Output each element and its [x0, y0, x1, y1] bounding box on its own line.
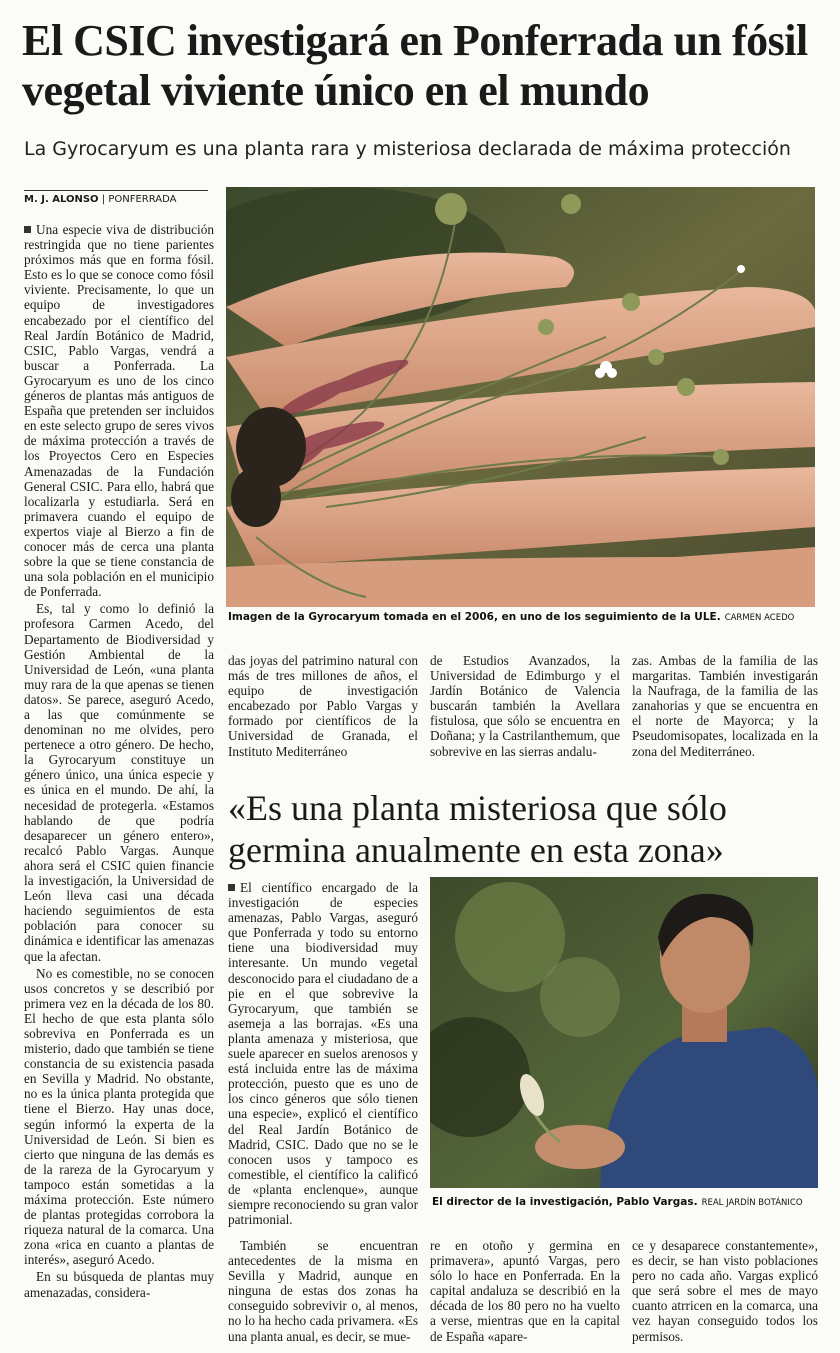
- paragraph: También se encuentran antecedentes de la misma en Sevilla y Madrid, aunque en ninguna de estas dos zonas ha conseguido sobrevivir o, al menos, no lo ha hecho cada privamera. «Es una planta anual, es decir, se mue-: [228, 1238, 418, 1344]
- pablo-vargas-portrait-image: [430, 877, 818, 1188]
- paragraph: En su búsqueda de plantas muy amenazadas, considera-: [24, 1269, 214, 1300]
- photo-credit: CARMEN ACEDO: [724, 613, 795, 623]
- byline-separator: |: [101, 194, 109, 205]
- column-4-bottom: [632, 1238, 818, 1350]
- column-2-bottom: [228, 1238, 418, 1350]
- pull-quote: «Es una planta misteriosa que sólo germina anualmente en esta zona»: [228, 788, 727, 870]
- director-photo: [430, 877, 818, 1188]
- caption-text: Imagen de la Gyrocaryum tomada en el 2006, en uno de los seguimiento de la ULE.: [228, 611, 721, 623]
- byline-location: PONFERRADA: [108, 194, 177, 205]
- lead-square-icon: [24, 226, 31, 233]
- director-photo-caption: [432, 1196, 822, 1208]
- column-1: [24, 222, 214, 1350]
- column-3-bottom: [430, 1238, 620, 1350]
- subtitle: La Gyrocaryum es una planta rara y misteriosa declarada de máxima protección: [24, 138, 791, 160]
- column-2-mid: [228, 880, 418, 1245]
- byline: [24, 190, 208, 205]
- paragraph: ce y desaparece constantemente», es decir, se han visto poblaciones pero no cada año. Vargas explicó que será sobre el mes de mayo cuanto atrricen en la comarca, una vez hayan conseguido todos los permisos.: [632, 1238, 818, 1344]
- plant-photo-caption: [228, 611, 818, 623]
- lead-square-icon: [228, 884, 235, 891]
- byline-author: M. J. ALONSO: [24, 194, 99, 205]
- paragraph: Es, tal y como lo definió la profesora Carmen Acedo, del Departamento de Biodiversidad y Gestión Ambiental de la Universidad de León, «una planta muy rara de la que apenas se tienen datos». Se parece, aseguró Acedo, a las que comúnmente se denominan no me olvides, pero pertenece a otro género. De hecho, la Gyrocaryum constituye un género único, una única especie y es única en el mundo. De ahí, la necesidad de protegerla. «Estamos hablando de que podría desaparecer un género entero», recalcó Pablo Vargas. Aunque ahora será el CSIC quien financie la investigación, la Universidad de León lleva casi una década haciendo seguimientos de esta población para conocer su dinámica e identificar las amenazas que la afectan.: [24, 601, 214, 964]
- paragraph: El científico encargado de la investigación de especies amenazas, Pablo Vargas, aseguró que Ponferrada y todo su entorno tiene una biodiversidad muy interesante. Un mundo vegetal desconocido para el ciudadano de a pie en el que sobrevive la Gyrocaryum, que también se asemeja a las borrajas. «Es una planta amenaza y misteriosa, que suele aparecer en suelos arenosos y está incluida entre las de máxima protección, puesto que es uno de los cinco géneros que sólo tienen una especie», explicó el científico del Real Jardín Botánico de Madrid, CSIC. Dado que no se le conocen usos y tampoco es comestible, el científico la calificó de «planta enclenque», aunque siempre reconociendo su gran valor patrimonial.: [228, 880, 418, 1228]
- paragraph: de Estudios Avanzados, la Universidad de Edimburgo y el Jardín Botánico de Valencia buscarán también la Avellara fistulosa, que sólo se encuentra en Doñana; y la Castrilanthemum, que sobrevive en las sierras andalu-: [430, 653, 620, 759]
- paragraph: zas. Ambas de la familia de las margaritas. También investigarán la Naufraga, de la familia de las zanahorias y que se encuentra en el norte de Mayorca; y la Pseudomisopates, localizada en la zona del Mediterráneo.: [632, 653, 818, 759]
- caption-text: El director de la investigación, Pablo Vargas.: [432, 1196, 698, 1208]
- plant-photo: [226, 187, 815, 607]
- column-2-top: [228, 653, 418, 763]
- paragraph: das joyas del patrimino natural con más de tres millones de años, el equipo de investigación encabezado por Pablo Vargas y formado por científicos de la Universidad de Granada, el Instituto Mediterráneo: [228, 653, 418, 759]
- paragraph: Una especie viva de distribución restringida que no tiene parientes próximos más que en forma fósil. Esto es lo que se conoce como fósil viviente. Precisamente, lo que un equipo de investigadores encabezado por el científico del Real Jardín Botánico de Madrid, CSIC, Pablo Vargas, vendrá a buscar a Ponferrada. La Gyrocaryum es uno de los cinco géneros de plantas más antiguos de España que pretenden ser incluidos en este selecto grupo de seres vivos de máxima protección a través de los Proyectos Cero en Especies Amenazadas de la Fundación General CSIC. Para ello, habrá que localizarla y estudiarla. Será en primavera cuando el equipo de expertos viaje al Bierzo a fin de conocer más de cerca una planta sobre la que se tiene constancia de una sola población en el municipio de Ponferrada.: [24, 222, 214, 600]
- column-3-top: [430, 653, 620, 763]
- headline: El CSIC investigará en Ponferrada un fósil vegetal viviente único en el mundo: [22, 16, 808, 115]
- column-4-top: [632, 653, 818, 763]
- paragraph: No es comestible, no se conocen usos concretos y se describió por primera vez en la década de los 80. El hecho de que esta planta sólo sobreviva en Ponferrada es un misterio, dado que también se tiene constancia de su existencia pasada en Sevilla y Madrid. No obstante, no es la única planta protegida que tiene el Bierzo. Hay unas doce, según informó la experta de la Universidad de León. Si bien es cierto que ninguna de las demás es de la rareza de la Gyrocaryum y tampoco están sometidas a la máxima protección. Este número de plantas protegidas corrobora la riqueza natural de la comarca. Una zona «rica en cuanto a plantas de interés», aseguró Acedo.: [24, 965, 214, 1268]
- plant-in-hand-image: [226, 187, 815, 607]
- paragraph: re en otoño y germina en primavera», apuntó Vargas, pero sólo lo hace en Ponferrada. En la capital andaluza se describió en la década de los 80 pero no ha vuelto a verse, mientras que en la capital de España «apare-: [430, 1238, 620, 1344]
- photo-credit: REAL JARDÍN BOTÁNICO: [701, 1198, 803, 1208]
